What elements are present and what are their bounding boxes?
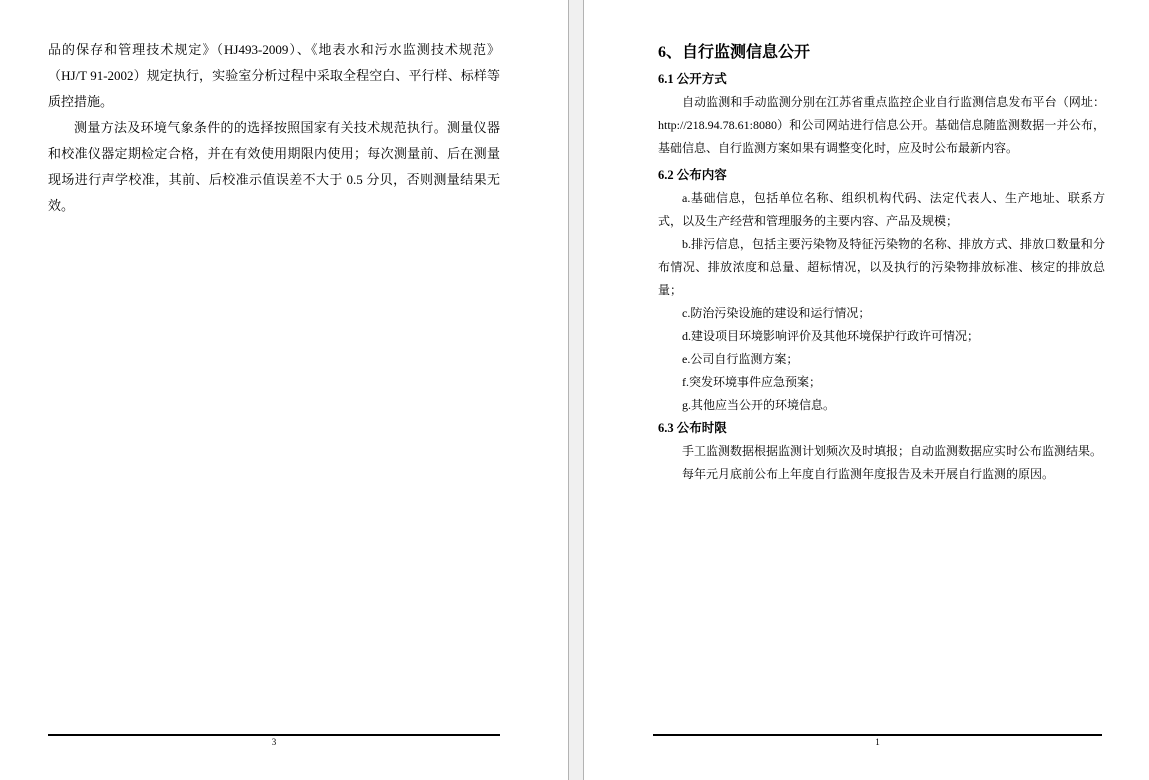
page-number: 1 xyxy=(875,737,880,747)
list-item-e: e.公司自行监测方案； xyxy=(682,352,799,366)
section-title-6-1: 6.1 公开方式 xyxy=(658,72,727,86)
page-left xyxy=(0,0,568,780)
section-title-6-3: 6.3 公布时限 xyxy=(658,421,727,435)
page-right xyxy=(584,0,1149,780)
list-item-a: a.基础信息，包括单位名称、组织机构代码、法定代表人、生产地址、联系方式，以及生产经营和管理服务的主要内容、产品及规模； xyxy=(658,191,1105,228)
page-gutter xyxy=(568,0,584,780)
page-right-body xyxy=(658,40,1105,486)
chapter-heading: 6、自行监测信息公开 xyxy=(658,44,811,61)
paragraph-disclosure-method: 自动监测和手动监测分别在江苏省重点监控企业自行监测信息发布平台（网址：http://218.94.78.61:8080）和公司网站进行信息公开。基础信息随监测数据一并公布，基础信息、自行监测方案如果有调整变化时，应及时公布最新内容。 xyxy=(658,95,1105,155)
list-item-c: c.防治污染设施的建设和运行情况； xyxy=(682,306,871,320)
list-item-g: g.其他应当公开的环境信息。 xyxy=(682,398,836,412)
paragraph-measurement-methods: 测量方法及环境气象条件的的选择按照国家有关技术规范执行。测量仪器和校准仪器定期检定合格，并在有效使用期限内使用；每次测量前、后在测量现场进行声学校准，其前、后校准示值误差不大于 0.5 分贝，否则测量结果无效。 xyxy=(48,120,500,213)
section-title-6-2: 6.2 公布内容 xyxy=(658,168,727,182)
page-right-footer xyxy=(653,734,1102,748)
page-left-footer xyxy=(48,734,500,748)
paragraph-reporting-schedule: 手工监测数据根据监测计划频次及时填报；自动监测数据应实时公布监测结果。 xyxy=(682,444,1103,458)
list-item-f: f.突发环境事件应急预案； xyxy=(682,375,821,389)
page-number: 3 xyxy=(271,737,277,747)
list-item-d: d.建设项目环境影响评价及其他环境保护行政许可情况； xyxy=(682,329,980,343)
list-item-b: b.排污信息，包括主要污染物及特征污染物的名称、排放方式、排放口数量和分布情况、排放浓度和总量、超标情况，以及执行的污染物排放标准、核定的排放总量； xyxy=(658,237,1105,297)
page-left-body xyxy=(48,37,500,219)
paragraph-continuation: 品的保存和管理技术规定》（HJ493-2009）、《地表水和污水监测技术规范》（HJ/T 91-2002）规定执行，实验室分析过程中采取全程空白、平行样、标样等质控措施。 xyxy=(48,42,500,109)
paragraph-annual-report: 每年元月底前公布上年度自行监测年度报告及未开展自行监测的原因。 xyxy=(682,467,1055,481)
